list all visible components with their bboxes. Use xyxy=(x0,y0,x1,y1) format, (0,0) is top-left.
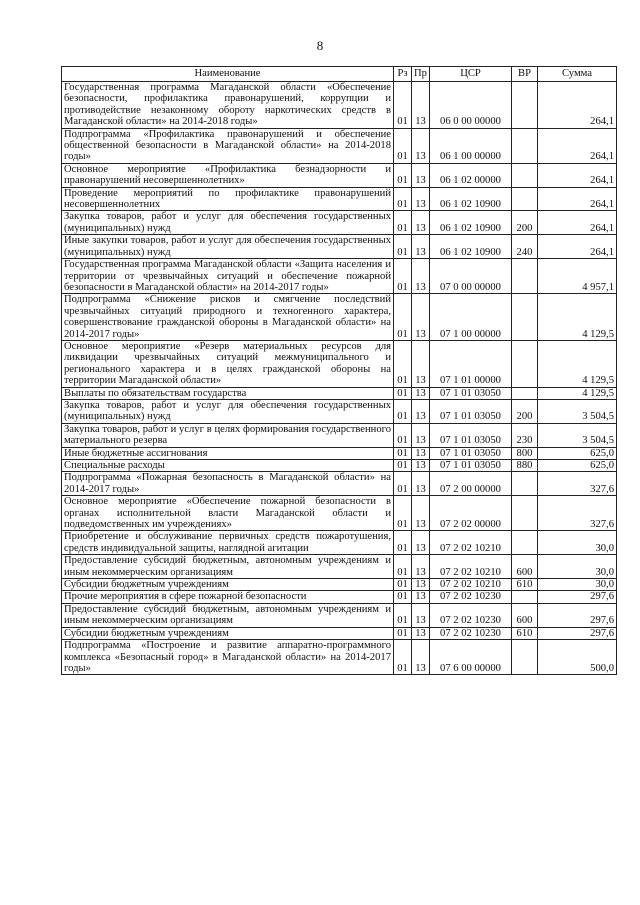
cell-rz: 01 xyxy=(394,591,412,603)
cell-pr: 13 xyxy=(412,496,430,531)
cell-rz: 01 xyxy=(394,294,412,341)
cell-sum: 264,1 xyxy=(538,128,617,163)
header-pr: Пр xyxy=(412,67,430,82)
cell-rz: 01 xyxy=(394,387,412,399)
header-row xyxy=(62,67,617,82)
cell-vr: 600 xyxy=(512,555,538,579)
cell-csr: 06 0 00 00000 xyxy=(430,82,512,129)
cell-pr: 13 xyxy=(412,423,430,447)
cell-pr: 13 xyxy=(412,531,430,555)
cell-pr: 13 xyxy=(412,591,430,603)
cell-sum: 625,0 xyxy=(538,460,617,472)
header-vr: ВР xyxy=(512,67,538,82)
cell-name: Иные закупки товаров, работ и услуг для обеспечения государственных (муниципальных) нужд xyxy=(62,235,394,259)
cell-csr: 07 1 01 03050 xyxy=(430,460,512,472)
cell-csr: 06 1 02 10900 xyxy=(430,235,512,259)
header-csr: ЦСР xyxy=(430,67,512,82)
cell-csr: 07 2 02 10210 xyxy=(430,579,512,591)
cell-sum: 4 129,5 xyxy=(538,294,617,341)
table-row xyxy=(62,163,617,187)
cell-pr: 13 xyxy=(412,294,430,341)
cell-name: Закупка товаров, работ и услуг для обеспечения государственных (муниципальных) нужд xyxy=(62,399,394,423)
cell-sum: 327,6 xyxy=(538,496,617,531)
cell-name: Прочие мероприятия в сфере пожарной безопасности xyxy=(62,591,394,603)
table-row xyxy=(62,496,617,531)
cell-name: Субсидии бюджетным учреждениям xyxy=(62,579,394,591)
cell-csr: 06 1 02 00000 xyxy=(430,163,512,187)
cell-sum: 297,6 xyxy=(538,603,617,627)
cell-vr: 230 xyxy=(512,423,538,447)
cell-name: Выплаты по обязательствам государства xyxy=(62,387,394,399)
cell-rz: 01 xyxy=(394,555,412,579)
cell-sum: 500,0 xyxy=(538,640,617,675)
cell-pr: 13 xyxy=(412,640,430,675)
cell-sum: 4 129,5 xyxy=(538,387,617,399)
cell-csr: 07 1 01 00000 xyxy=(430,340,512,387)
cell-pr: 13 xyxy=(412,187,430,211)
table-row xyxy=(62,447,617,459)
cell-name: Подпрограмма «Пожарная безопасность в Магаданской области» на 2014-2017 годы» xyxy=(62,472,394,496)
cell-csr: 07 2 02 10230 xyxy=(430,627,512,639)
cell-sum: 264,1 xyxy=(538,82,617,129)
cell-vr xyxy=(512,163,538,187)
table-row xyxy=(62,591,617,603)
table-row xyxy=(62,531,617,555)
cell-rz: 01 xyxy=(394,340,412,387)
budget-table xyxy=(61,66,617,675)
cell-csr: 07 2 02 10210 xyxy=(430,555,512,579)
cell-csr: 07 2 02 00000 xyxy=(430,496,512,531)
cell-pr: 13 xyxy=(412,211,430,235)
cell-name: Предоставление субсидий бюджетным, автономным учреждениям и иным некоммерческим организациям xyxy=(62,555,394,579)
cell-rz: 01 xyxy=(394,603,412,627)
cell-sum: 297,6 xyxy=(538,627,617,639)
cell-rz: 01 xyxy=(394,163,412,187)
cell-name: Подпрограмма «Профилактика правонарушений и обеспечение общественной безопасности в Магаданской области» на 2014-2018 годы» xyxy=(62,128,394,163)
cell-vr xyxy=(512,531,538,555)
cell-csr: 07 1 01 03050 xyxy=(430,447,512,459)
table-row xyxy=(62,627,617,639)
cell-name: Подпрограмма «Построение и развитие аппаратно-программного комплекса «Безопасный город» в Магаданской области» на 2014-2017 годы» xyxy=(62,640,394,675)
table-row xyxy=(62,579,617,591)
cell-pr: 13 xyxy=(412,399,430,423)
cell-sum: 264,1 xyxy=(538,163,617,187)
cell-pr: 13 xyxy=(412,163,430,187)
cell-sum: 625,0 xyxy=(538,447,617,459)
cell-name: Государственная программа Магаданской области «Защита населения и территории от чрезвычайных ситуаций и обеспечение пожарной безопасности в Магаданской области» на 2014-2017 годы» xyxy=(62,259,394,294)
table-row xyxy=(62,387,617,399)
cell-sum: 4 957,1 xyxy=(538,259,617,294)
cell-name: Специальные расходы xyxy=(62,460,394,472)
cell-rz: 01 xyxy=(394,211,412,235)
cell-vr: 240 xyxy=(512,235,538,259)
cell-csr: 07 1 01 03050 xyxy=(430,399,512,423)
cell-name: Основное мероприятие «Обеспечение пожарной безопасности в органах исполнительной власти Магаданской области и подведомственных им учреждениях» xyxy=(62,496,394,531)
cell-vr xyxy=(512,128,538,163)
cell-csr: 07 2 02 10230 xyxy=(430,603,512,627)
cell-pr: 13 xyxy=(412,259,430,294)
table-row xyxy=(62,259,617,294)
cell-sum: 3 504,5 xyxy=(538,423,617,447)
cell-pr: 13 xyxy=(412,460,430,472)
cell-rz: 01 xyxy=(394,460,412,472)
cell-csr: 06 1 00 00000 xyxy=(430,128,512,163)
cell-rz: 01 xyxy=(394,640,412,675)
cell-csr: 06 1 02 10900 xyxy=(430,211,512,235)
cell-vr xyxy=(512,387,538,399)
cell-rz: 01 xyxy=(394,447,412,459)
cell-vr: 600 xyxy=(512,603,538,627)
cell-vr: 200 xyxy=(512,399,538,423)
cell-rz: 01 xyxy=(394,496,412,531)
cell-vr xyxy=(512,259,538,294)
cell-rz: 01 xyxy=(394,423,412,447)
cell-sum: 30,0 xyxy=(538,555,617,579)
cell-rz: 01 xyxy=(394,579,412,591)
cell-vr xyxy=(512,496,538,531)
table-row xyxy=(62,340,617,387)
cell-pr: 13 xyxy=(412,340,430,387)
cell-vr: 800 xyxy=(512,447,538,459)
table-row xyxy=(62,460,617,472)
cell-sum: 30,0 xyxy=(538,531,617,555)
table-row xyxy=(62,640,617,675)
cell-pr: 13 xyxy=(412,387,430,399)
cell-vr xyxy=(512,294,538,341)
header-sum: Сумма xyxy=(538,67,617,82)
table-row xyxy=(62,294,617,341)
cell-name: Субсидии бюджетным учреждениям xyxy=(62,627,394,639)
cell-name: Основное мероприятие «Резерв материальных ресурсов для ликвидации чрезвычайных ситуаций межмуниципального и регионального характера и в целях гражданской обороны на территории Магаданской области» xyxy=(62,340,394,387)
cell-sum: 264,1 xyxy=(538,235,617,259)
table-row xyxy=(62,235,617,259)
table-row xyxy=(62,128,617,163)
cell-name: Основное мероприятие «Профилактика безнадзорности и правонарушений несовершеннолетних» xyxy=(62,163,394,187)
header-name: Наименование xyxy=(62,67,394,82)
cell-csr: 07 0 00 00000 xyxy=(430,259,512,294)
table-row xyxy=(62,472,617,496)
cell-rz: 01 xyxy=(394,235,412,259)
cell-name: Проведение мероприятий по профилактике правонарушений несовершеннолетних xyxy=(62,187,394,211)
cell-pr: 13 xyxy=(412,579,430,591)
cell-vr: 610 xyxy=(512,579,538,591)
cell-sum: 264,1 xyxy=(538,187,617,211)
cell-name: Подпрограмма «Снижение рисков и смягчение последствий чрезвычайных ситуаций природного и техногенного характера, совершенствование гражданской обороны в Магаданской области» на 2014-2017 годы» xyxy=(62,294,394,341)
cell-csr: 07 6 00 00000 xyxy=(430,640,512,675)
cell-vr xyxy=(512,187,538,211)
cell-csr: 07 1 00 00000 xyxy=(430,294,512,341)
table-row xyxy=(62,603,617,627)
cell-name: Закупка товаров, работ и услуг для обеспечения государственных (муниципальных) нужд xyxy=(62,211,394,235)
table-row xyxy=(62,187,617,211)
cell-rz: 01 xyxy=(394,472,412,496)
cell-vr: 610 xyxy=(512,627,538,639)
cell-csr: 07 2 02 10230 xyxy=(430,591,512,603)
cell-sum: 3 504,5 xyxy=(538,399,617,423)
cell-pr: 13 xyxy=(412,603,430,627)
cell-name: Государственная программа Магаданской области «Обеспечение безопасности, профилактика правонарушений, коррупции и противодействие незаконному обороту наркотических средств в Магаданской области» на 2014-2018 годы» xyxy=(62,82,394,129)
cell-name: Предоставление субсидий бюджетным, автономным учреждениям и иным некоммерческим организациям xyxy=(62,603,394,627)
cell-name: Закупка товаров, работ и услуг в целях формирования государственного материального резерва xyxy=(62,423,394,447)
cell-rz: 01 xyxy=(394,82,412,129)
cell-sum: 327,6 xyxy=(538,472,617,496)
header-rz: Рз xyxy=(394,67,412,82)
cell-pr: 13 xyxy=(412,627,430,639)
cell-sum: 30,0 xyxy=(538,579,617,591)
cell-pr: 13 xyxy=(412,235,430,259)
table-row xyxy=(62,555,617,579)
cell-csr: 07 2 02 10210 xyxy=(430,531,512,555)
table-row xyxy=(62,82,617,129)
cell-sum: 264,1 xyxy=(538,211,617,235)
cell-rz: 01 xyxy=(394,187,412,211)
cell-pr: 13 xyxy=(412,472,430,496)
cell-vr xyxy=(512,591,538,603)
cell-rz: 01 xyxy=(394,128,412,163)
cell-csr: 07 2 00 00000 xyxy=(430,472,512,496)
cell-sum: 297,6 xyxy=(538,591,617,603)
cell-vr xyxy=(512,82,538,129)
table-row xyxy=(62,423,617,447)
table-row xyxy=(62,399,617,423)
table-row xyxy=(62,211,617,235)
cell-rz: 01 xyxy=(394,399,412,423)
cell-vr xyxy=(512,340,538,387)
cell-vr xyxy=(512,472,538,496)
cell-vr: 200 xyxy=(512,211,538,235)
cell-rz: 01 xyxy=(394,627,412,639)
cell-name: Иные бюджетные ассигнования xyxy=(62,447,394,459)
cell-rz: 01 xyxy=(394,531,412,555)
cell-pr: 13 xyxy=(412,447,430,459)
cell-pr: 13 xyxy=(412,128,430,163)
cell-csr: 06 1 02 10900 xyxy=(430,187,512,211)
cell-csr: 07 1 01 03050 xyxy=(430,423,512,447)
cell-csr: 07 1 01 03050 xyxy=(430,387,512,399)
cell-pr: 13 xyxy=(412,82,430,129)
cell-vr: 880 xyxy=(512,460,538,472)
cell-rz: 01 xyxy=(394,259,412,294)
cell-name: Приобретение и обслуживание первичных средств пожаротушения, средств индивидуальной защиты, наглядной агитации xyxy=(62,531,394,555)
cell-vr xyxy=(512,640,538,675)
cell-sum: 4 129,5 xyxy=(538,340,617,387)
cell-pr: 13 xyxy=(412,555,430,579)
page-number: 8 xyxy=(316,38,324,53)
